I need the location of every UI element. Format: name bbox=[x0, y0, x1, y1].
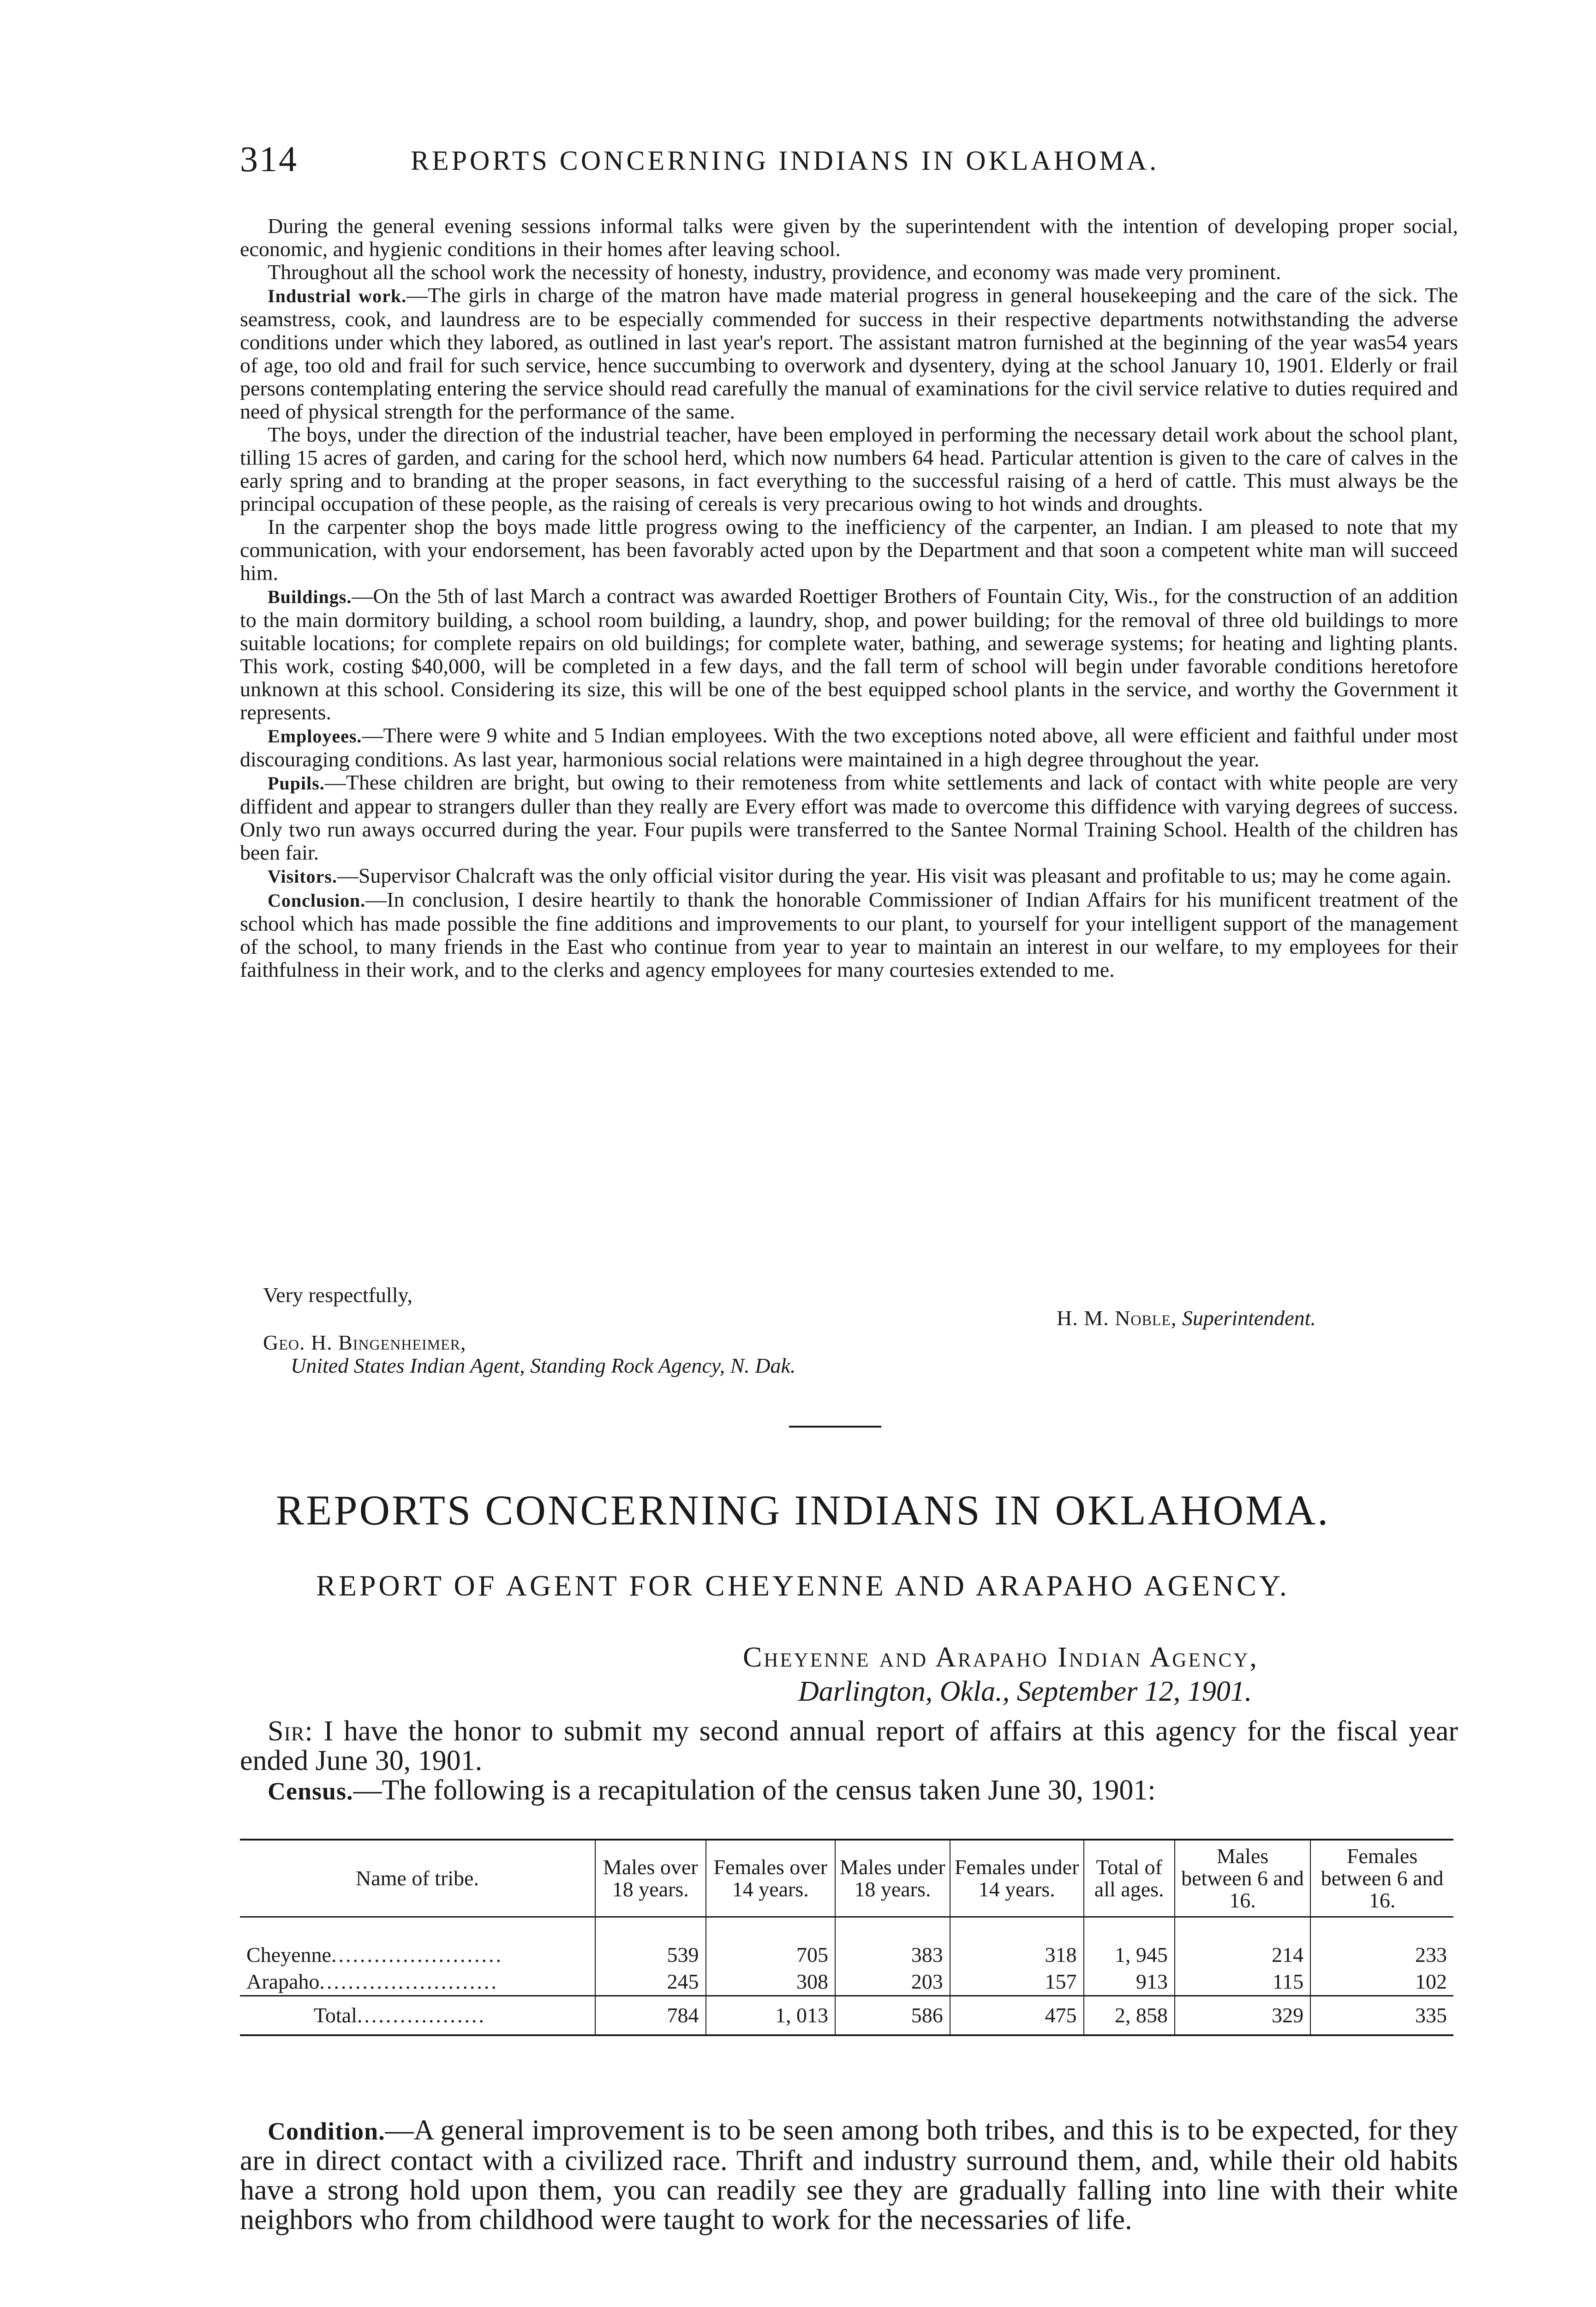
signer-title: Superintendent. bbox=[1182, 1306, 1316, 1330]
condition-heading: Condition. bbox=[268, 2117, 385, 2145]
agent-addressee bbox=[263, 1331, 795, 1377]
header-females-6-16: Females between 6 and 16. bbox=[1310, 1840, 1453, 1917]
census-header-row bbox=[240, 1840, 1453, 1917]
table-cell: 318 bbox=[950, 1917, 1084, 1969]
table-cell: 308 bbox=[706, 1968, 835, 1996]
salutation-text: I have the honor to submit my second annual report of affairs at this agency for the fiscal year ended June 30, 1901. bbox=[240, 1715, 1458, 1776]
header-females-under-14: Females under 14 years. bbox=[950, 1840, 1084, 1917]
salutation-paragraph bbox=[240, 1716, 1458, 1775]
condition-paragraph bbox=[240, 2116, 1458, 2235]
industrial-work-heading: Industrial work. bbox=[268, 286, 407, 306]
paragraph-conclusion bbox=[240, 888, 1458, 981]
census-text: —The following is a recapitulation of the census taken June 30, 1901: bbox=[353, 1775, 1156, 1806]
table-cell: 233 bbox=[1310, 1917, 1453, 1969]
previous-report-body bbox=[240, 215, 1458, 981]
tribe-name: Cheyenne bbox=[246, 1943, 331, 1966]
table-cell: 539 bbox=[595, 1917, 706, 1969]
place-and-date: Darlington, Okla., September 12, 1901. bbox=[798, 1676, 1252, 1707]
paragraph-pupils bbox=[240, 771, 1458, 864]
total-cell: 586 bbox=[835, 1996, 950, 2036]
census-paragraph bbox=[240, 1775, 1458, 1806]
section-divider bbox=[789, 1426, 881, 1428]
table-cell: 1, 945 bbox=[1084, 1917, 1175, 1969]
pupils-heading: Pupils. bbox=[268, 773, 325, 794]
buildings-text: —On the 5th of last March a contract was awarded Roettiger Brothers of Fountain City, Wis., for the construction of an addition to the main dormitory building, a school room building, a laundry, shop, and power building; for the removal of three old buildings to more suitable locations; for complete repairs on old buildings; for complete water, bathing, and sewerage systems; for heating and lighting plants. This work, costing $40,000, will be completed in a few days, and the fall term of school will begin under favorable conditions heretofore unknown at this school. Considering its size, this will be one of the best equipped school plants in the service, and worthy the Government it represents. bbox=[240, 584, 1458, 724]
header-males-6-16: Males between 6 and 16. bbox=[1175, 1840, 1310, 1917]
visitors-text: —Supervisor Chalcraft was the only official visitor during the year. His visit was pleasant and profitable to us; may he come again. bbox=[337, 864, 1452, 887]
total-row bbox=[240, 1996, 1453, 2036]
buildings-heading: Buildings. bbox=[268, 586, 352, 607]
paragraph-school-work: Throughout all the school work the necessity of honesty, industry, providence, and economy was made very prominent. bbox=[268, 260, 1281, 284]
tribe-cell bbox=[240, 1968, 595, 1996]
table-cell: 913 bbox=[1084, 1968, 1175, 1996]
paragraph-employees bbox=[240, 724, 1458, 771]
census-heading: Census. bbox=[268, 1777, 353, 1805]
employees-text: —There were 9 white and 5 Indian employees. With the two exceptions noted above, all were efficient and faithful under most discouraging conditions. As last year, harmonious social relations were maintained in a high degree throughout the year. bbox=[240, 723, 1458, 771]
page-number: 314 bbox=[240, 139, 298, 179]
total-cell: 2, 858 bbox=[1084, 1996, 1175, 2036]
running-title: REPORTS CONCERNING INDIANS IN OKLAHOMA. bbox=[411, 145, 1160, 176]
paragraph-boys: The boys, under the direction of the industrial teacher, have been employed in performing the necessary detail work about the school plant, tilling 15 acres of garden, and caring for the school herd, which now numbers 64 head. Particular attention is given to the care of calves in the early spring and to branding at the proper seasons, in fact everything to the successful raising of a herd of cattle. This must always be the principal occupation of these people, as the raising of cereals is very precarious owing to hot winds and droughts. bbox=[240, 423, 1458, 515]
salutation-sir: Sir: bbox=[268, 1715, 313, 1747]
paragraph-buildings bbox=[240, 585, 1458, 724]
header-males-over-18: Males over 18 years. bbox=[595, 1840, 706, 1917]
total-cell: 335 bbox=[1310, 1996, 1453, 2036]
signer-name: H. M. Noble, bbox=[1057, 1306, 1177, 1330]
header-males-under-18: Males under 18 years. bbox=[835, 1840, 950, 1917]
visitors-heading: Visitors. bbox=[268, 866, 337, 887]
leader-dots: .................. bbox=[357, 2003, 486, 2027]
table-cell: 245 bbox=[595, 1968, 706, 1996]
tribe-name: Arapaho bbox=[246, 1970, 320, 1993]
condition-section bbox=[240, 2116, 1458, 2235]
table-cell: 157 bbox=[950, 1968, 1084, 1996]
table-cell: 705 bbox=[706, 1917, 835, 1969]
leader-dots: ........................ bbox=[331, 1943, 503, 1966]
table-cell: 102 bbox=[1310, 1968, 1453, 1996]
table-cell: 383 bbox=[835, 1917, 950, 1969]
total-cell: 475 bbox=[950, 1996, 1084, 2036]
industrial-work-text: —The girls in charge of the matron have made material progress in general housekeeping and the care of the sick. The seamstress, cook, and laundress are to be especially commended for success in their respective departments notwithstanding the adverse conditions under which they labored, as outlined in last year's report. The assistant matron furnished at the beginning of the year was54 years of age, too old and frail for such service, hence succumbing to overwork and dysentery, dying at the school January 10, 1901. Elderly or frail persons contemplating entering the service should read carefully the manual of examinations for the civil service relative to duties required and need of physical strength for the performance of the same. bbox=[240, 283, 1458, 423]
table-cell: 214 bbox=[1175, 1917, 1310, 1969]
report-introduction bbox=[240, 1716, 1458, 1806]
agency-name: Cheyenne and Arapaho Indian Agency, bbox=[743, 1642, 1259, 1673]
total-cell: 784 bbox=[595, 1996, 706, 2036]
total-cell: 329 bbox=[1175, 1996, 1310, 2036]
pupils-text: —These children are bright, but owing to their remoteness from white settlements and lack of contact with white people are very diffident and appear to strangers duller than they really are Every effort was made to overcome this diffidence with varying degrees of success. Only two run aways occurred during the year. Four pupils were transferred to the Santee Normal Training School. Health of the children has been fair. bbox=[240, 771, 1458, 864]
header-females-over-14: Females over 14 years. bbox=[706, 1840, 835, 1917]
running-header bbox=[240, 138, 1366, 185]
report-title: REPORT OF AGENT FOR CHEYENNE AND ARAPAHO AGENCY. bbox=[316, 1569, 1290, 1602]
conclusion-text: —In conclusion, I desire heartily to thank the honorable Commissioner of Indian Affairs for his munificent treatment of the school which has made possible the fine additions and improvements to our plant, to yourself for your intelligent support of the management of the school, to many friends in the East who continue from year to year to maintain an interest in our welfare, to my employees for their faithfulness in their work, and to the clerks and agency employees for many courtesies extended to me. bbox=[240, 888, 1458, 981]
census-table bbox=[240, 1839, 1453, 2036]
paragraph-industrial-work bbox=[240, 284, 1458, 423]
dateline bbox=[743, 1640, 1259, 1709]
table-row bbox=[240, 1968, 1453, 1996]
total-label: Total bbox=[314, 2003, 357, 2027]
agent-title: United States Indian Agent, Standing Rock Agency, N. Dak. bbox=[291, 1354, 796, 1377]
agent-name: Geo. H. Bingenheimer, bbox=[263, 1331, 466, 1354]
header-name-of-tribe: Name of tribe. bbox=[240, 1840, 595, 1917]
total-cell: 1, 013 bbox=[706, 1996, 835, 2036]
paragraph-visitors bbox=[240, 864, 1458, 888]
signature-superintendent bbox=[1057, 1306, 1316, 1330]
table-row bbox=[240, 1917, 1453, 1969]
total-label-cell bbox=[240, 1996, 595, 2036]
leader-dots: ......................... bbox=[319, 1970, 498, 1993]
conclusion-heading: Conclusion. bbox=[268, 890, 366, 911]
closing-salutation: Very respectfully, bbox=[263, 1283, 412, 1307]
condition-text: —A general improvement is to be seen among both tribes, and this is to be expected, for they are in direct contact with a civilized race. Thrift and industry surround them, and, while their old habits have a strong hold upon them, you can readily see they are gradually falling into line with their white neighbors who from childhood were taught to work for the necessaries of life. bbox=[240, 2115, 1458, 2235]
employees-heading: Employees. bbox=[268, 726, 362, 747]
table-cell: 115 bbox=[1175, 1968, 1310, 1996]
paragraph-carpenter: In the carpenter shop the boys made little progress owing to the inefficiency of the carpenter, an Indian. I am pleased to note that my communication, with your endorsement, has been favorably acted upon by the Department and that soon a competent white man will succeed him. bbox=[240, 515, 1458, 585]
tribe-cell bbox=[240, 1917, 595, 1969]
paragraph-evening-sessions: During the general evening sessions informal talks were given by the superintendent with the intention of developing proper social, economic, and hygienic conditions in their homes after leaving school. bbox=[240, 214, 1458, 261]
table-cell: 203 bbox=[835, 1968, 950, 1996]
header-total-all-ages: Total of all ages. bbox=[1084, 1840, 1175, 1917]
section-title: REPORTS CONCERNING INDIANS IN OKLAHOMA. bbox=[275, 1487, 1330, 1534]
